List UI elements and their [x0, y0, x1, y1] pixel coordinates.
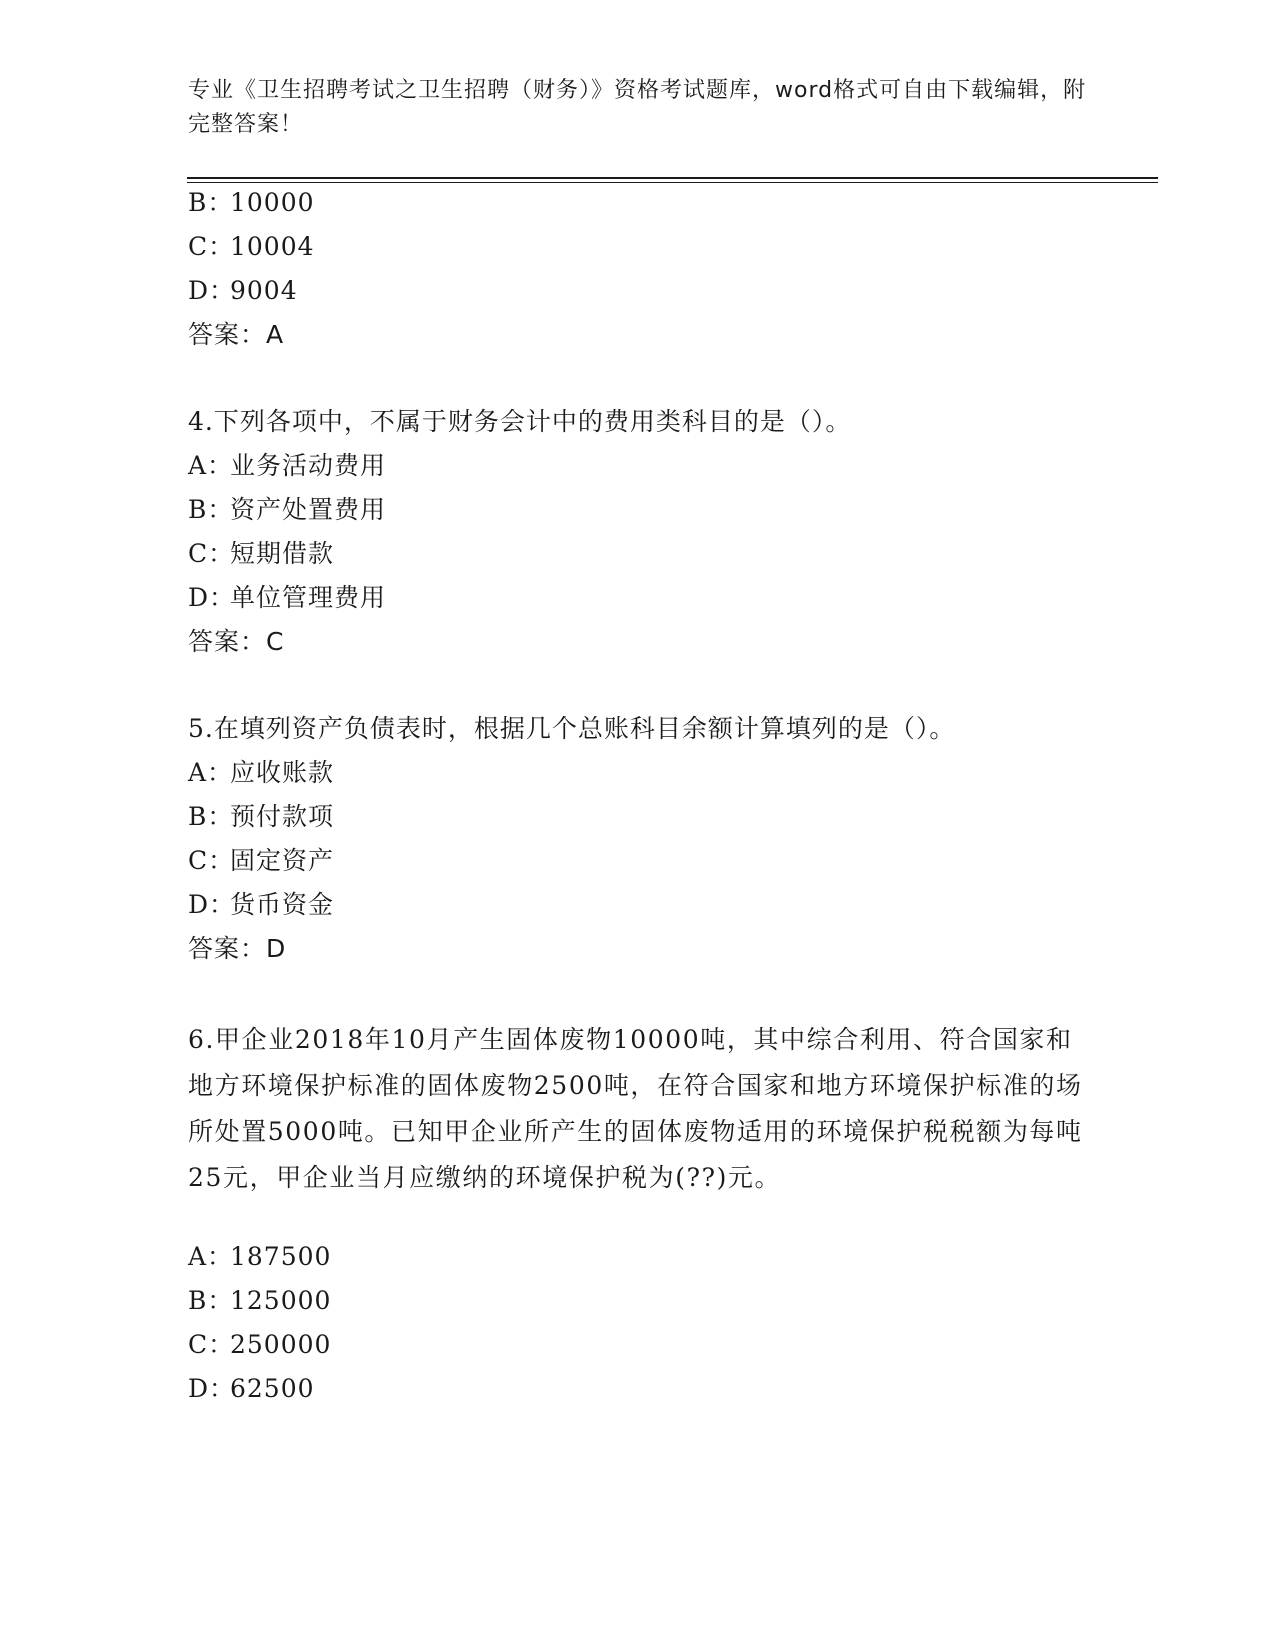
- option-key: D：: [188, 583, 236, 612]
- q4-answer: 答案：C: [188, 627, 285, 656]
- option-text: 10004: [230, 232, 315, 261]
- q5-option-d: [188, 888, 334, 922]
- option-text: 资产处置费用: [230, 495, 387, 524]
- option-key: D：: [188, 890, 236, 919]
- option-key: B：: [188, 1286, 234, 1315]
- header-divider-thin: [187, 182, 1158, 183]
- q5-option-c: [188, 844, 334, 878]
- option-text: 62500: [230, 1374, 315, 1403]
- q4-stem: 4.下列各项中，不属于财务会计中的费用类科目的是（）。: [188, 407, 852, 436]
- document-header-note: 专业《卫生招聘考试之卫生招聘（财务）》资格考试题库，word格式可自由下载编辑，附完整答案！: [188, 78, 1087, 137]
- q4-option-d: [188, 581, 386, 615]
- option-key: A：: [188, 758, 234, 787]
- q6-option-b: [188, 1284, 331, 1318]
- option-key: C：: [188, 1330, 235, 1359]
- option-text: 250000: [230, 1330, 332, 1359]
- q4-option-b: [188, 493, 386, 527]
- q4-option-c: [188, 537, 334, 571]
- option-text: 短期借款: [230, 539, 335, 568]
- option-key: C：: [188, 539, 235, 568]
- option-text: 应收账款: [230, 758, 335, 787]
- q5-option-b: [188, 800, 334, 834]
- option-key: A：: [188, 1242, 234, 1271]
- q6-option-d: [188, 1372, 315, 1406]
- option-key: B：: [188, 188, 234, 217]
- q3-option-d: [188, 274, 298, 308]
- q6-option-c: [188, 1328, 331, 1362]
- option-key: D：: [188, 276, 236, 305]
- option-key: B：: [188, 802, 234, 831]
- q3-option-c: [188, 230, 315, 264]
- q5-option-a: [188, 756, 334, 790]
- q4-option-a: [188, 449, 386, 483]
- option-text: 货币资金: [230, 890, 335, 919]
- option-key: B：: [188, 495, 234, 524]
- option-key: A：: [188, 451, 234, 480]
- header-divider-thick: [187, 177, 1158, 179]
- option-text: 9004: [230, 276, 298, 305]
- q6-stem: 6.甲企业2018年10月产生固体废物10000吨，其中综合利用、符合国家和地方环境保护标准的固体废物2500吨，在符合国家和地方环境保护标准的场所处置5000吨。已知甲企业所产生的固体废物适用的环境保护税税额为每吨25元，甲企业当月应缴纳的环境保护税为(??)元。: [188, 1025, 1083, 1192]
- option-text: 固定资产: [230, 846, 335, 875]
- option-text: 10000: [230, 188, 315, 217]
- option-text: 单位管理费用: [230, 583, 387, 612]
- option-text: 业务活动费用: [230, 451, 387, 480]
- q3-option-b: [188, 186, 315, 220]
- q3-answer: 答案：A: [188, 320, 285, 349]
- option-text: 125000: [230, 1286, 332, 1315]
- q6-option-a: [188, 1240, 331, 1274]
- option-key: D：: [188, 1374, 236, 1403]
- option-text: 187500: [230, 1242, 332, 1271]
- q5-answer: 答案：D: [188, 934, 287, 963]
- option-key: C：: [188, 232, 235, 261]
- option-text: 预付款项: [230, 802, 335, 831]
- option-key: C：: [188, 846, 235, 875]
- q5-stem: 5.在填列资产负债表时，根据几个总账科目余额计算填列的是（）。: [188, 714, 956, 743]
